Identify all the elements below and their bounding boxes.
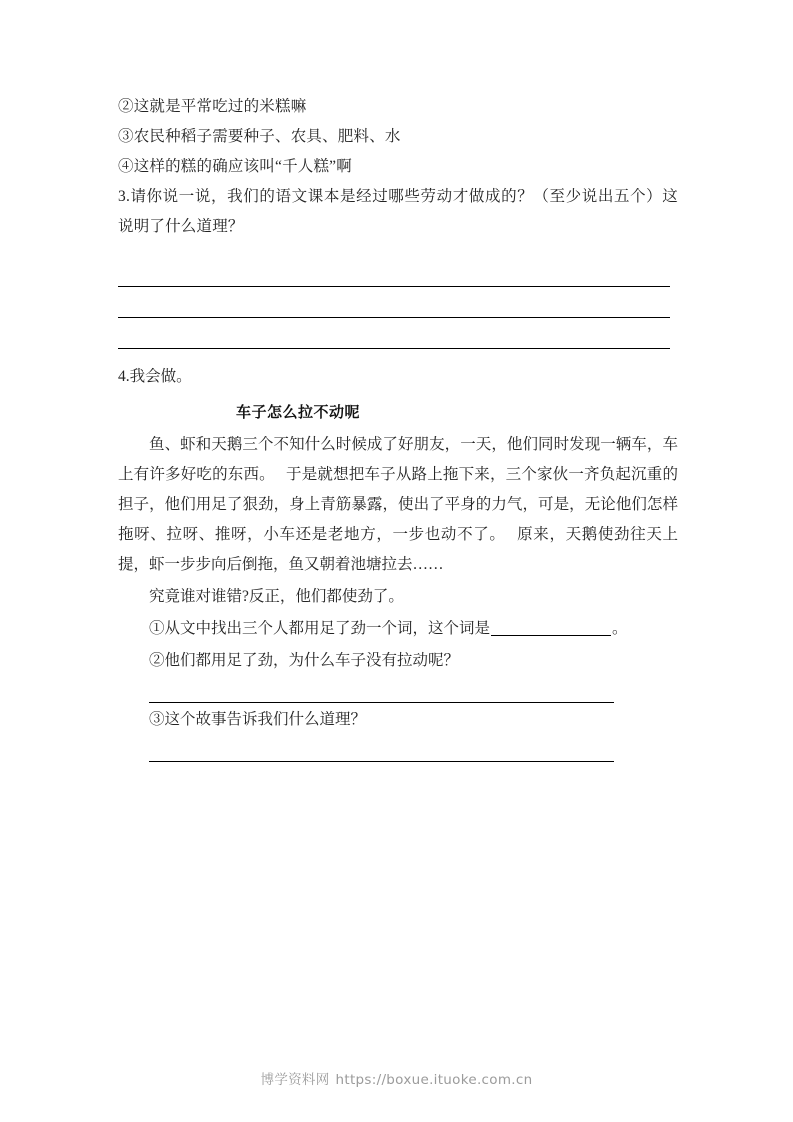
- watermark-site-name: 博学资料网: [260, 1072, 330, 1088]
- section-4-heading: 4.我会做。: [118, 368, 192, 385]
- story-paragraph-2: 究竟谁对谁错?反正，他们都使劲了。: [149, 588, 404, 605]
- answer-rule-1[interactable]: [118, 256, 670, 287]
- story-sentence-3: 原来，天鹅使劲往天上提，虾一步步向后倒拖，鱼又朝着池塘拉去……: [118, 526, 678, 573]
- watermark: [0, 1068, 793, 1088]
- choice-item-2: ②这就是平常吃过的米糕嘛: [118, 98, 307, 115]
- subquestion-2-text: ②他们都用足了劲，为什么车子没有拉动呢？: [149, 652, 460, 669]
- story-sentence-2: 于是就想把车子从路上拖下来，三个家伙一齐负起沉重的担子，他们用足了狠劲，身上青筋暴露，使出了平身的力气，可是，无论他们怎样拖呀、拉呀、推呀，小车还是老地方，一步也动不了。: [118, 466, 678, 543]
- subquestion-3-answer-rule[interactable]: [149, 761, 614, 762]
- subquestion-1: [118, 614, 678, 644]
- question-3-text: 3.请你说一说，我们的语文课本是经过哪些劳动才做成的？（至少说出五个）这说明了什么道理？: [118, 188, 678, 235]
- subquestion-2-answer-rule[interactable]: [149, 702, 614, 703]
- subquestion-2: [118, 646, 678, 676]
- choice-item-4: ④这样的糕的确应该叫“千人糕”啊: [118, 158, 352, 175]
- story-title: 车子怎么拉不动呢: [235, 403, 360, 421]
- subquestion-1-blank[interactable]: [491, 635, 611, 636]
- watermark-url: https://boxue.ituoke.com.cn: [335, 1072, 533, 1088]
- subquestion-3-text: ③这个故事告诉我们什么道理？: [149, 711, 367, 728]
- answer-rule-2[interactable]: [118, 287, 670, 318]
- answer-rule-3[interactable]: [118, 318, 670, 349]
- story-paragraph-1: [118, 430, 678, 580]
- subquestion-1-period: 。: [612, 620, 628, 637]
- subquestion-3: [118, 705, 678, 735]
- story-sentence-1: 鱼、虾和天鹅三个不知什么时候成了好朋友，一天，他们同时发现一辆车，车上有许多好吃的东西。: [118, 436, 678, 483]
- content-column: [118, 92, 678, 762]
- subquestion-1-text: ①从文中找出三个人都用足了劲一个词，这个词是: [149, 620, 491, 637]
- choice-item-3: ③农民种稻子需要种子、农具、肥料、水: [118, 128, 401, 145]
- question-3-answer-rules: [118, 256, 678, 349]
